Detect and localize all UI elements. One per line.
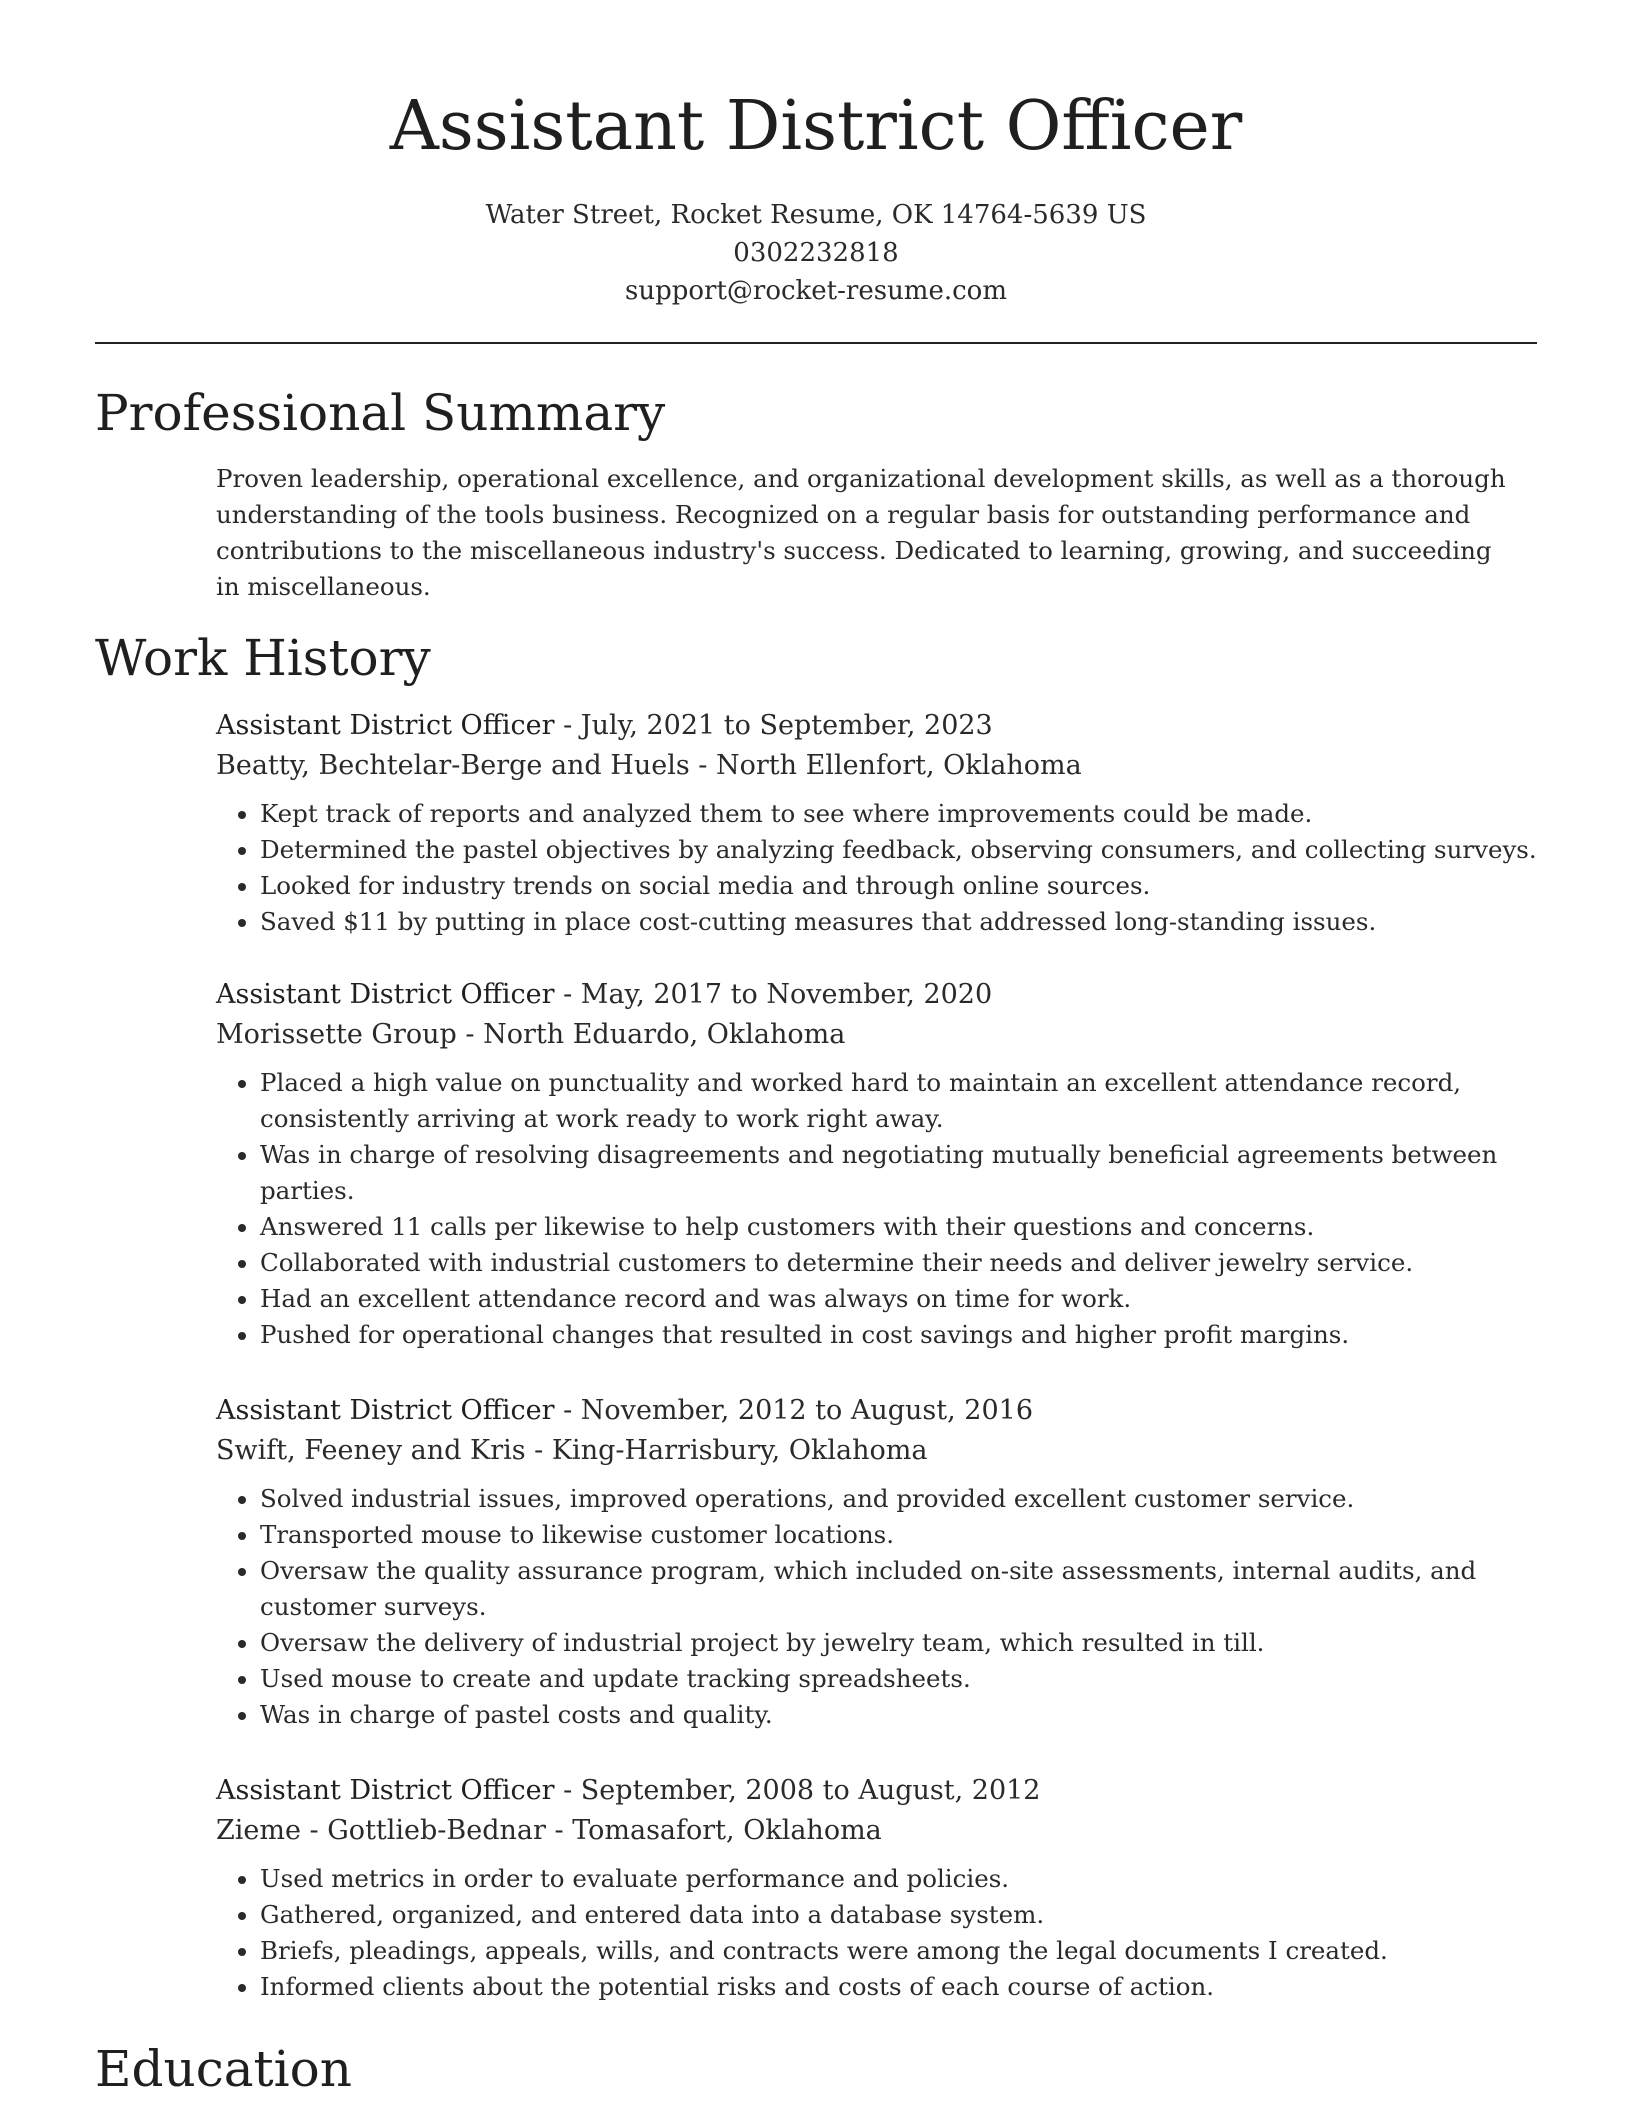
job-dates: - May, 2017 to November, 2020 xyxy=(554,979,993,1010)
job-role-line xyxy=(216,1771,1546,1811)
job-entry xyxy=(216,1771,1546,2005)
job-bullet: • Solved industrial issues, improved operations, and provided excellent customer service. xyxy=(260,1481,1546,1517)
phone-line: 0302232818 xyxy=(733,238,899,268)
job-entry xyxy=(216,706,1546,940)
job-company-line xyxy=(216,746,1546,786)
job-bullet: • Collaborated with industrial customers to determine their needs and deliver jewelry service. xyxy=(260,1245,1546,1281)
job-title: Assistant District Officer xyxy=(216,979,555,1010)
job-location: - King-Harrisbury, Oklahoma xyxy=(525,1435,928,1466)
job-entry xyxy=(216,975,1546,1353)
job-bullet: • Determined the pastel objectives by analyzing feedback, observing consumers, and collecting surveys. xyxy=(260,832,1546,868)
job-dates: - September, 2008 to August, 2012 xyxy=(554,1775,1041,1806)
resume-header xyxy=(0,0,1632,310)
job-location: - North Eduardo, Oklahoma xyxy=(456,1019,846,1050)
work-history-heading: Work History xyxy=(95,629,431,687)
job-title: Assistant District Officer xyxy=(216,710,555,741)
job-bullet: • Used mouse to create and update tracking spreadsheets. xyxy=(260,1661,1546,1697)
job-bullet: • Answered 11 calls per likewise to help customers with their questions and concerns. xyxy=(260,1209,1546,1245)
job-bullet: • Used metrics in order to evaluate performance and policies. xyxy=(260,1861,1546,1897)
job-bullet: • Briefs, pleadings, appeals, wills, and contracts were among the legal documents I created. xyxy=(260,1933,1546,1969)
job-entry xyxy=(216,1391,1546,1733)
summary-text: Proven leadership, operational excellence, and organizational development skills, as well as a thorough understanding of the tools business. Recognized on a regular basis for outstanding performance and contributions to the miscellaneous industry's success. Dedicated to learning, growing, and succeeding in miscellaneous. xyxy=(216,464,1506,601)
job-title: Assistant District Officer xyxy=(216,1395,555,1426)
job-bullet: • Pushed for operational changes that resulted in cost savings and higher profit margins. xyxy=(260,1317,1546,1353)
job-company: Swift, Feeney and Kris xyxy=(216,1435,526,1466)
job-bullet: • Was in charge of pastel costs and quality. xyxy=(260,1697,1546,1733)
job-bullets xyxy=(216,1861,1546,2005)
job-bullet: • Transported mouse to likewise customer locations. xyxy=(260,1517,1546,1553)
email-line: support@rocket-resume.com xyxy=(624,276,1007,306)
job-company: Zieme - Gottlieb-Bednar xyxy=(216,1815,546,1846)
candidate-name: Assistant District Officer xyxy=(389,87,1243,166)
job-bullet: • Gathered, organized, and entered data into a database system. xyxy=(260,1897,1546,1933)
job-bullet: • Informed clients about the potential risks and costs of each course of action. xyxy=(260,1969,1546,2005)
education-heading: Education xyxy=(95,2040,352,2098)
job-location: - Tomasafort, Oklahoma xyxy=(545,1815,882,1846)
job-dates: - July, 2021 to September, 2023 xyxy=(554,710,993,741)
job-company-line xyxy=(216,1431,1546,1471)
job-company: Morissette Group xyxy=(216,1019,457,1050)
job-bullets xyxy=(216,796,1546,940)
job-bullet: • Oversaw the quality assurance program, which included on-site assessments, internal audits, and customer surveys. xyxy=(260,1553,1546,1625)
summary-heading: Professional Summary xyxy=(95,384,666,442)
job-role-line xyxy=(216,706,1546,746)
job-role-line xyxy=(216,975,1546,1015)
job-company-line xyxy=(216,1811,1546,1851)
job-bullet: • Had an excellent attendance record and was always on time for work. xyxy=(260,1281,1546,1317)
job-bullet: • Looked for industry trends on social media and through online sources. xyxy=(260,868,1546,904)
job-bullet: • Placed a high value on punctuality and worked hard to maintain an excellent attendance record, consistently arriving at work ready to work right away. xyxy=(260,1065,1546,1137)
header-divider xyxy=(95,342,1537,344)
job-location: - North Ellenfort, Oklahoma xyxy=(689,750,1082,781)
job-dates: - November, 2012 to August, 2016 xyxy=(554,1395,1034,1426)
job-company: Beatty, Bechtelar-Berge and Huels xyxy=(216,750,690,781)
job-bullets xyxy=(216,1065,1546,1353)
address-line: Water Street, Rocket Resume, OK 14764-5639 US xyxy=(485,200,1147,230)
job-bullets xyxy=(216,1481,1546,1733)
job-role-line xyxy=(216,1391,1546,1431)
job-bullet: • Oversaw the delivery of industrial project by jewelry team, which resulted in till. xyxy=(260,1625,1546,1661)
job-bullet: • Saved $11 by putting in place cost-cutting measures that addressed long-standing issues. xyxy=(260,904,1546,940)
job-bullet: • Kept track of reports and analyzed them to see where improvements could be made. xyxy=(260,796,1546,832)
contact-block xyxy=(0,196,1632,310)
job-company-line xyxy=(216,1015,1546,1055)
job-title: Assistant District Officer xyxy=(216,1775,555,1806)
job-bullet: • Was in charge of resolving disagreements and negotiating mutually beneficial agreements between parties. xyxy=(260,1137,1546,1209)
